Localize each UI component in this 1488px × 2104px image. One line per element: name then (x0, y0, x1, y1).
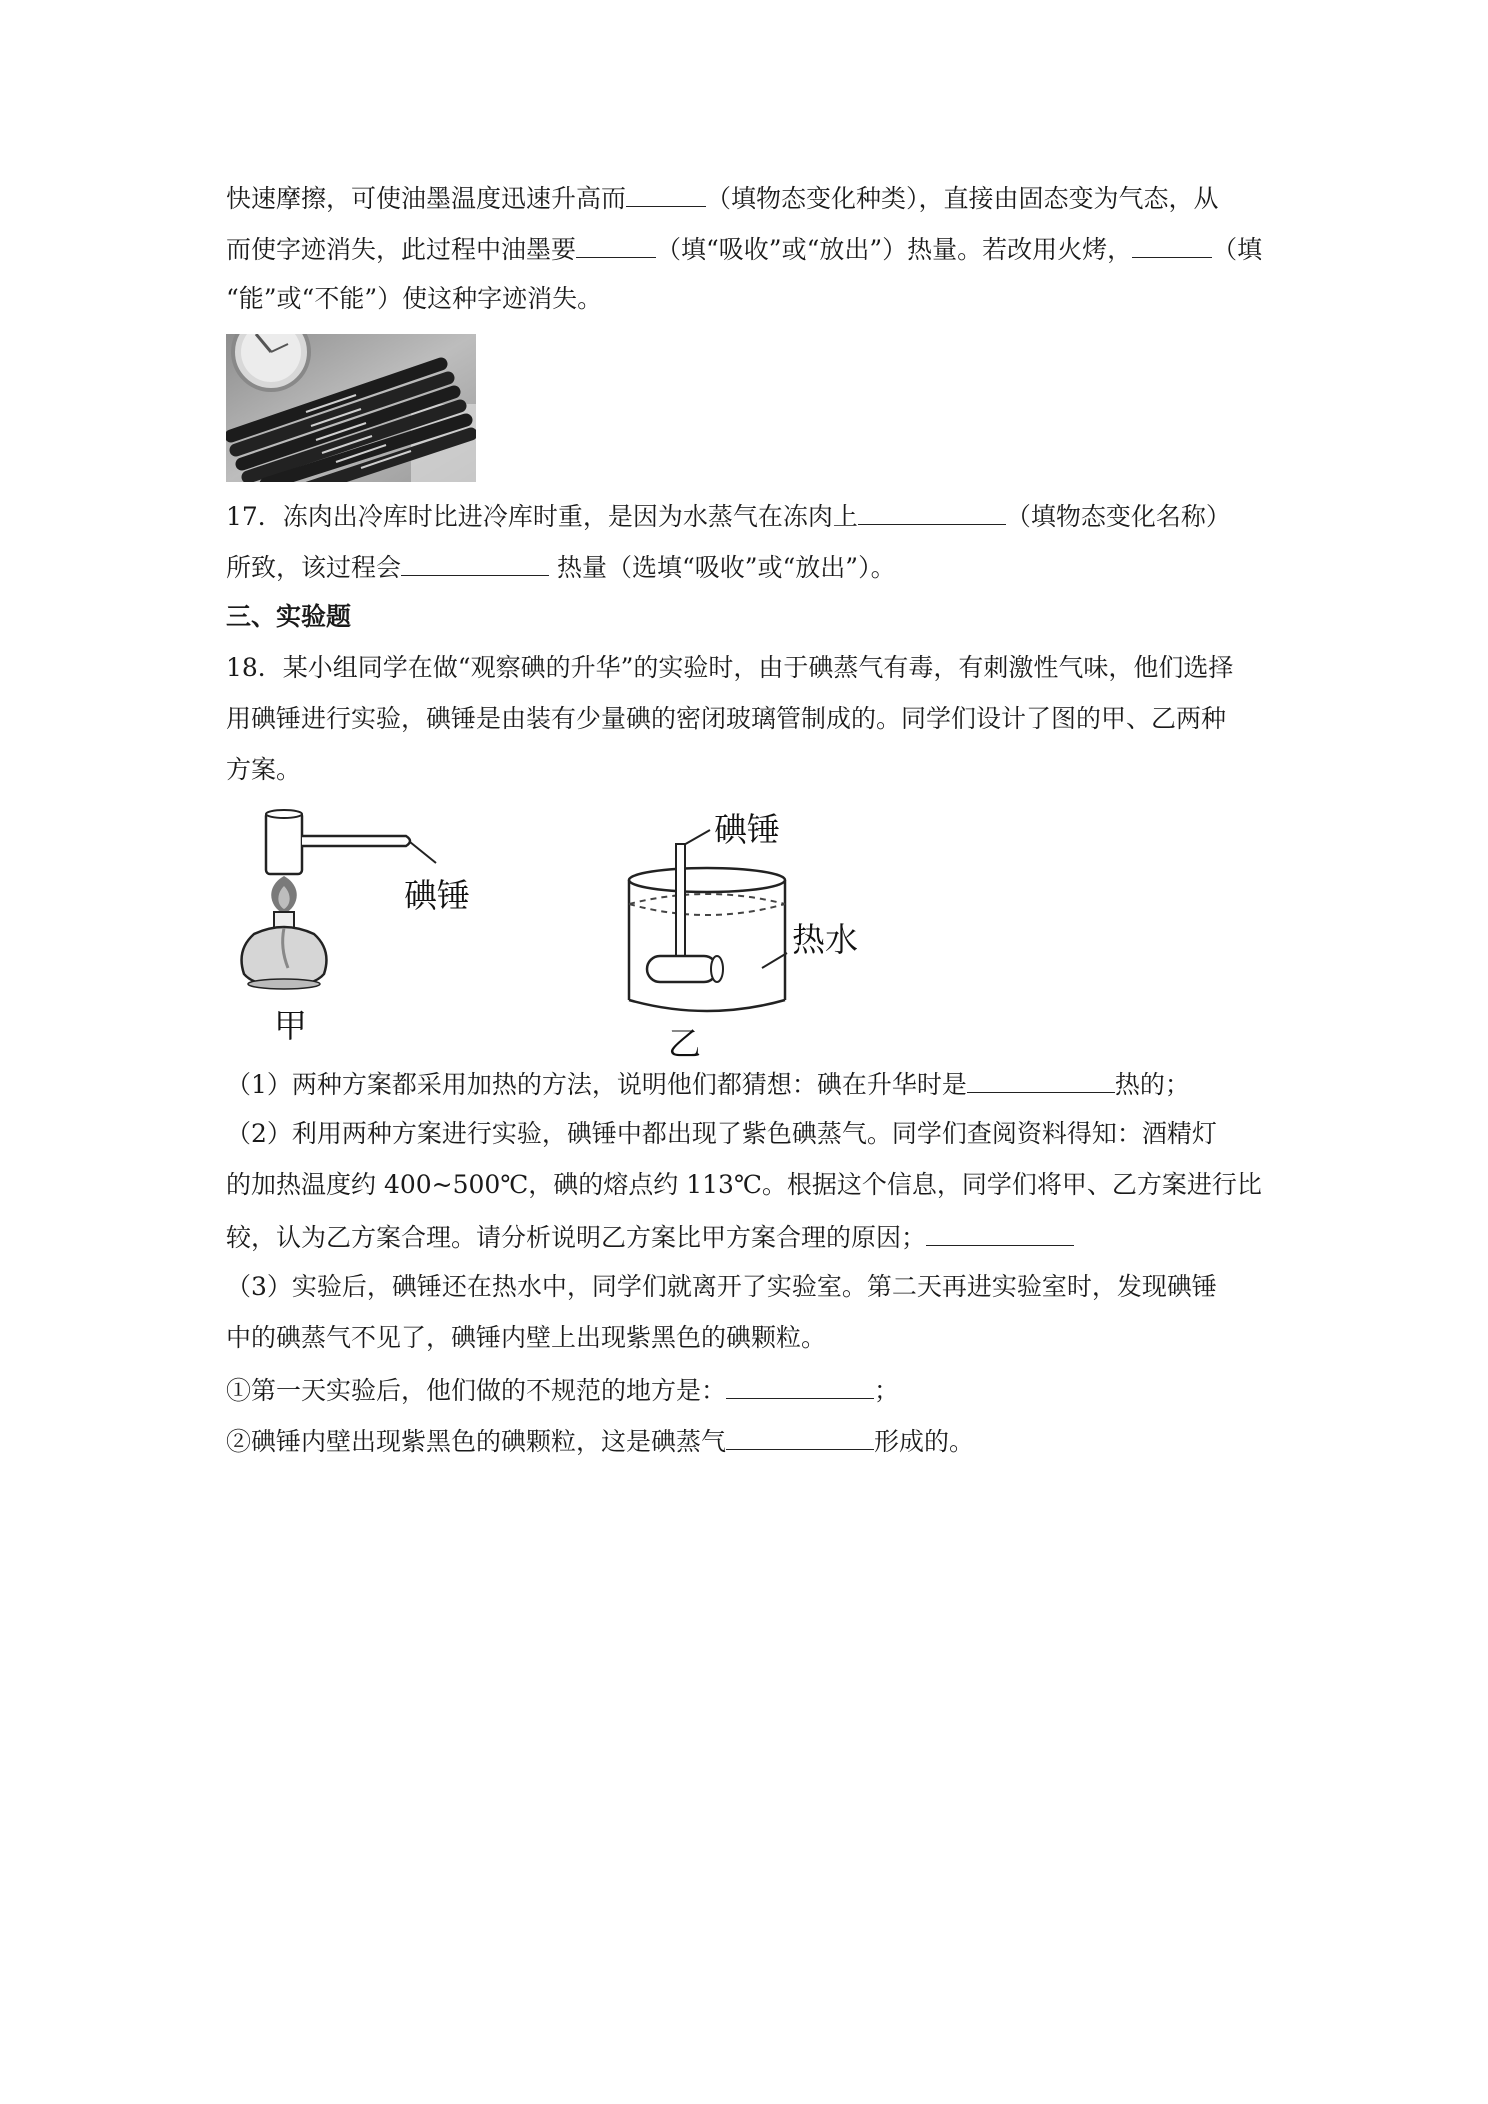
marker-pens-photo (226, 334, 476, 482)
answer-blank[interactable] (401, 551, 549, 576)
answer-blank[interactable] (926, 1221, 1074, 1246)
figure-jia-caption: 甲 (274, 1006, 307, 1045)
figure-jia (236, 808, 526, 1045)
answer-blank[interactable] (576, 233, 656, 258)
q18-intro-3: 方案。 (226, 755, 302, 784)
q18-subquestion-1: ①第一天实验后，他们做的不规范的地方是： ； (226, 1376, 900, 1405)
answer-blank[interactable] (858, 500, 1006, 525)
section-heading: 三、实验题 (226, 602, 352, 631)
q16-line-3: “能”或“不能”）使这种字迹消失。 (226, 284, 603, 313)
q18-subquestion-2: ②碘锤内壁出现紫黑色的碘颗粒，这是碘蒸气 形成的。 (226, 1427, 975, 1456)
q18-part-2-line-3: 较，认为乙方案合理。请分析说明乙方案比甲方案合理的原因； (226, 1221, 1074, 1253)
figure-yi-caption: 乙 (668, 1024, 701, 1063)
hot-water-label: 热水 (792, 920, 858, 959)
iodine-hammer-label: 碘锤 (404, 876, 470, 915)
q18-part-3-line-1: （3）实验后，碘锤还在热水中，同学们就离开了实验室。第二天再进实验室时，发现碘锤 (226, 1272, 1217, 1301)
q17-line-2: 所致，该过程会 热量（选填“吸收”或“放出”）。 (226, 553, 896, 582)
q16-line-1: 快速摩擦，可使油墨温度迅速升高而 （填物态变化种类），直接由固态变为气态，从 (226, 184, 1219, 213)
q16-line-2: 而使字迹消失，此过程中油墨要 （填“吸收”或“放出”）热量。若改用火烤， （填 (226, 235, 1263, 264)
q17-line-1: 17．冻肉出冷库时比进冷库时重，是因为水蒸气在冻肉上 （填物态变化名称） (226, 502, 1231, 531)
q18-part-2-line-2: 的加热温度约 400~500℃，碘的熔点约 113℃。根据这个信息，同学们将甲、乙方案进行比 (226, 1170, 1262, 1199)
q18-intro-2: 用碘锤进行实验，碘锤是由装有少量碘的密闭玻璃管制成的。同学们设计了图的甲、乙两种 (226, 704, 1227, 733)
answer-blank[interactable] (726, 1425, 874, 1450)
q18-intro-1: 18．某小组同学在做“观察碘的升华”的实验时，由于碘蒸气有毒，有刺激性气味，他们选择 (226, 653, 1234, 682)
answer-blank[interactable] (1132, 233, 1212, 258)
answer-blank[interactable] (726, 1374, 874, 1399)
q18-part-3-line-2: 中的碘蒸气不见了，碘锤内壁上出现紫黑色的碘颗粒。 (226, 1323, 827, 1352)
q18-part-2-line-1: （2）利用两种方案进行实验，碘锤中都出现了紫色碘蒸气。同学们查阅资料得知：酒精灯 (226, 1119, 1217, 1148)
answer-blank[interactable] (626, 182, 706, 207)
iodine-hammer-label: 碘锤 (714, 810, 780, 849)
q18-part-1: （1）两种方案都采用加热的方法，说明他们都猜想：碘在升华时是 热的； (226, 1070, 1190, 1099)
figure-yi (612, 808, 902, 1063)
answer-blank[interactable] (967, 1068, 1115, 1093)
